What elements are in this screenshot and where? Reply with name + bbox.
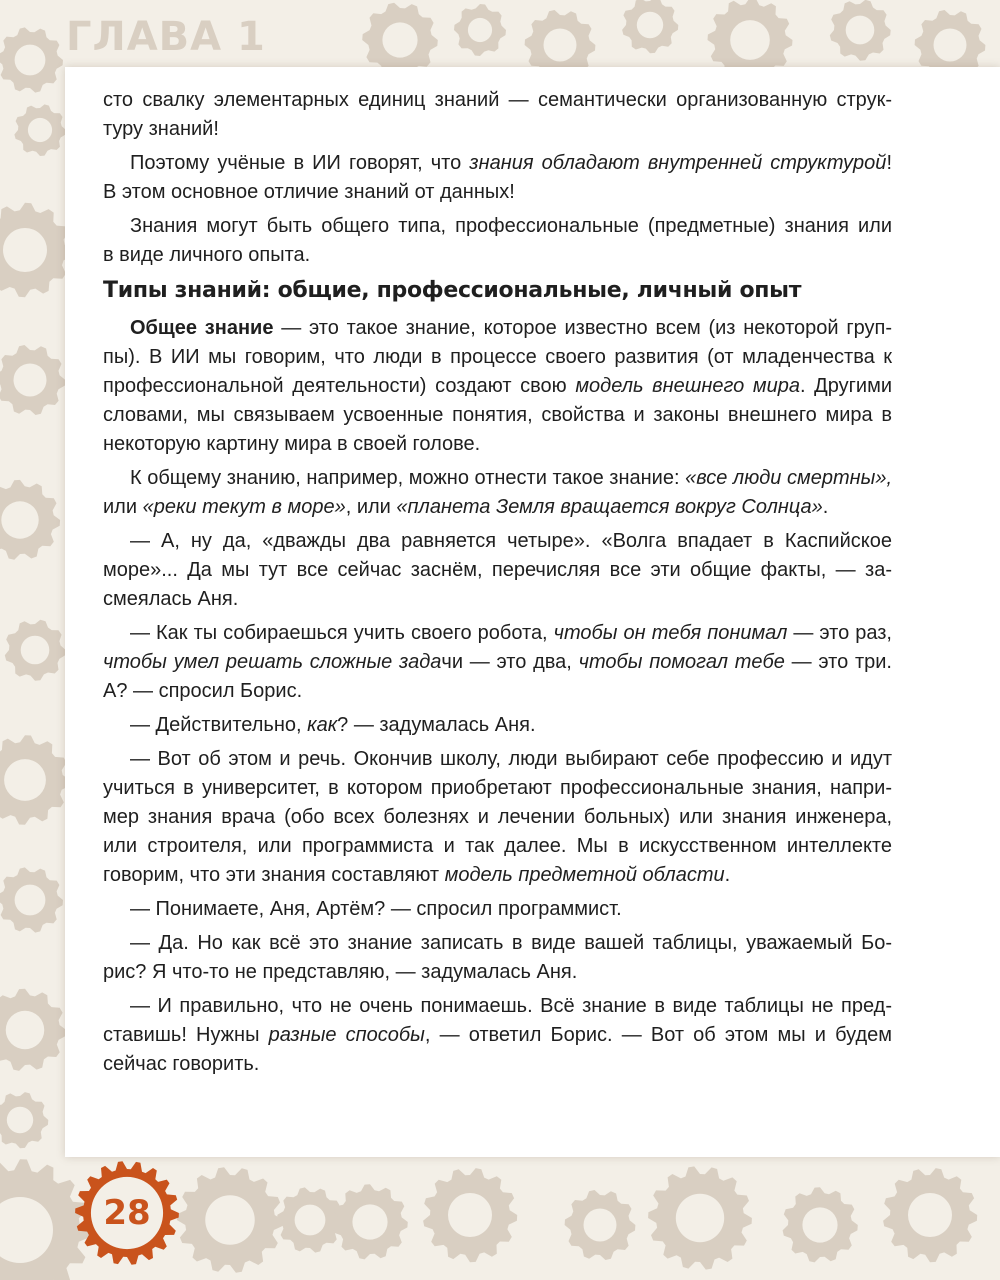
gear-icon (0, 480, 60, 560)
gear-icon (0, 1092, 48, 1148)
paragraphs-after-heading (103, 314, 892, 1079)
paragraph (103, 745, 892, 890)
italic-text: «реки текут в море» (142, 496, 346, 518)
italic-text: знания обладают внутренней структурой (469, 152, 887, 174)
text-segment: Знания могут быть общего типа, профессиональные (предметные) знания или (130, 215, 892, 237)
text-segment: — А, ну да, «дважды два равняется четыре». «Волга впадает в Каспийское (130, 530, 892, 552)
text-line (103, 861, 892, 890)
text-segment: море»... Да мы тут все сейчас заснём, перечисляя все эти общие факты, — за- (103, 559, 892, 581)
italic-text: «планета Земля вращается вокруг Солнца» (396, 496, 823, 518)
text-segment: В этом основное отличие знаний от данных! (103, 181, 515, 203)
text-segment: ! (886, 152, 892, 174)
gear-icon (0, 867, 63, 932)
text-segment: Поэтому учёные в ИИ говорят, что (130, 152, 470, 174)
gear-icon (5, 620, 66, 681)
paragraph (103, 314, 892, 459)
paragraph (103, 212, 892, 270)
text-segment: учиться в университет, в котором приобретают профессиональные знания, напри- (103, 777, 892, 799)
gear-icon (177, 1167, 283, 1273)
gear-icon (648, 1166, 752, 1269)
paragraph (103, 149, 892, 207)
italic-text: модель предметной области (444, 864, 725, 886)
gear-icon (454, 4, 506, 56)
text-segment: туру знаний! (103, 118, 219, 140)
text-segment: . (822, 496, 829, 518)
italic-text: чтобы умел решать сложные зада (103, 651, 442, 673)
page-number-badge (72, 1158, 182, 1268)
gear-icon (830, 0, 891, 61)
text-line (103, 585, 892, 614)
text-line (103, 430, 892, 459)
gear-icon (0, 203, 72, 297)
text-segment: или строителя, или программиста и так далее. Мы в искусственном интеллекте (103, 835, 892, 857)
text-segment: — Как ты собираешься учить своего робота, (130, 622, 554, 644)
text-line (103, 1021, 892, 1050)
text-segment: . (724, 864, 731, 886)
bold-term: Общее знание (130, 317, 274, 339)
text-line (103, 178, 892, 207)
text-segment: — это такое знание, которое известно всем (из некоторой груп- (273, 317, 893, 339)
gear-icon (0, 345, 65, 415)
paragraph (103, 895, 892, 924)
text-line (103, 343, 892, 372)
text-line (103, 556, 892, 585)
text-line (103, 895, 892, 924)
text-segment: некоторую картину мира в своей голове. (103, 433, 481, 455)
text-segment: сейчас говорить. (103, 1053, 260, 1075)
italic-text: модель внешнего мира (575, 375, 800, 397)
body-text (103, 86, 892, 1084)
text-segment: словами, мы связываем усвоенные понятия, свойства и законы внешнего мира в (103, 404, 892, 426)
paragraph (103, 711, 892, 740)
text-line (103, 774, 892, 803)
text-line (103, 648, 892, 677)
gear-icon (883, 1168, 977, 1262)
text-segment: рис? Я что-то не представляю, — задумалась Аня. (103, 961, 578, 983)
paragraph (103, 86, 892, 144)
text-segment: — И правильно, что не очень понимаешь. Всё знание в виде таблицы не пред- (130, 995, 892, 1017)
text-line (103, 929, 892, 958)
text-segment: ставишь! Нужны (103, 1024, 269, 1046)
text-segment: — это раз, (787, 622, 892, 644)
text-line (103, 401, 892, 430)
text-line (103, 372, 892, 401)
text-segment: мер знания врача (обо всех болезнях и лечении больных) или знания инженера, (103, 806, 892, 828)
text-line (103, 149, 892, 178)
italic-text: «все люди смертны», (685, 467, 893, 489)
page-number: 28 (103, 1193, 151, 1233)
text-line (103, 86, 892, 115)
gear-icon (333, 1184, 408, 1259)
text-line (103, 314, 892, 343)
text-line (103, 1050, 892, 1079)
paragraph (103, 527, 892, 614)
text-segment: — Действительно, (130, 714, 308, 736)
text-line (103, 803, 892, 832)
text-line (103, 992, 892, 1021)
text-segment: К общему знанию, например, можно отнести такое знание: (130, 467, 686, 489)
text-segment: ? — задумалась Аня. (337, 714, 536, 736)
text-line (103, 958, 892, 987)
text-line (103, 745, 892, 774)
gear-icon (423, 1168, 517, 1262)
gear-icon (0, 989, 66, 1071)
text-segment: сто свалку элементарных единиц знаний — семантически организованную струк- (103, 89, 892, 111)
paragraph (103, 619, 892, 706)
gear-icon (0, 27, 63, 92)
gear-icon (0, 735, 70, 825)
text-segment: — Понимаете, Аня, Артём? — спросил программист. (130, 898, 622, 920)
text-line (103, 619, 892, 648)
gear-icon (277, 1187, 343, 1252)
text-line (103, 115, 892, 144)
text-segment: говорим, что эти знания составляют (103, 864, 445, 886)
text-line (103, 677, 892, 706)
italic-text: как (307, 714, 338, 736)
text-segment: — это три. (784, 651, 892, 673)
gear-icon (14, 104, 66, 156)
text-segment: пы). В ИИ мы говорим, что люди в процессе своего развития (от младенчества к (103, 346, 892, 368)
text-line (103, 493, 892, 522)
text-segment: , или (345, 496, 397, 518)
paragraph (103, 992, 892, 1079)
text-line (103, 711, 892, 740)
text-segment: — Вот об этом и речь. Окончив школу, люди выбирают себе профессию и идут (130, 748, 892, 770)
text-segment: в виде личного опыта. (103, 244, 311, 266)
text-segment: профессиональной деятельности) создают свою (103, 375, 576, 397)
text-segment: — Да. Но как всё это знание записать в виде вашей таблицы, уважаемый Бо- (130, 932, 892, 954)
text-segment: А? — спросил Борис. (103, 680, 303, 702)
italic-text: чтобы помогал тебе (578, 651, 785, 673)
text-line (103, 527, 892, 556)
gear-icon (783, 1187, 858, 1262)
paragraph (103, 929, 892, 987)
text-line (103, 832, 892, 861)
text-line (103, 241, 892, 270)
text-segment: , — ответил Борис. — Вот об этом мы и будем (424, 1024, 892, 1046)
text-segment: смеялась Аня. (103, 588, 239, 610)
italic-text: разные способы (268, 1024, 425, 1046)
text-segment: или (103, 496, 143, 518)
text-line (103, 212, 892, 241)
section-heading: Типы знаний: общие, профессиональные, личный опыт (103, 278, 802, 303)
paragraphs-before-heading (103, 86, 892, 270)
italic-text: чтобы он тебя понимал (553, 622, 788, 644)
text-segment: . Другими (799, 375, 892, 397)
chapter-title: ГЛАВА 1 (66, 14, 266, 60)
text-segment: чи — это два, (441, 651, 579, 673)
gear-icon (622, 0, 678, 53)
text-line (103, 464, 892, 493)
paragraph (103, 464, 892, 522)
gear-icon (565, 1190, 636, 1260)
